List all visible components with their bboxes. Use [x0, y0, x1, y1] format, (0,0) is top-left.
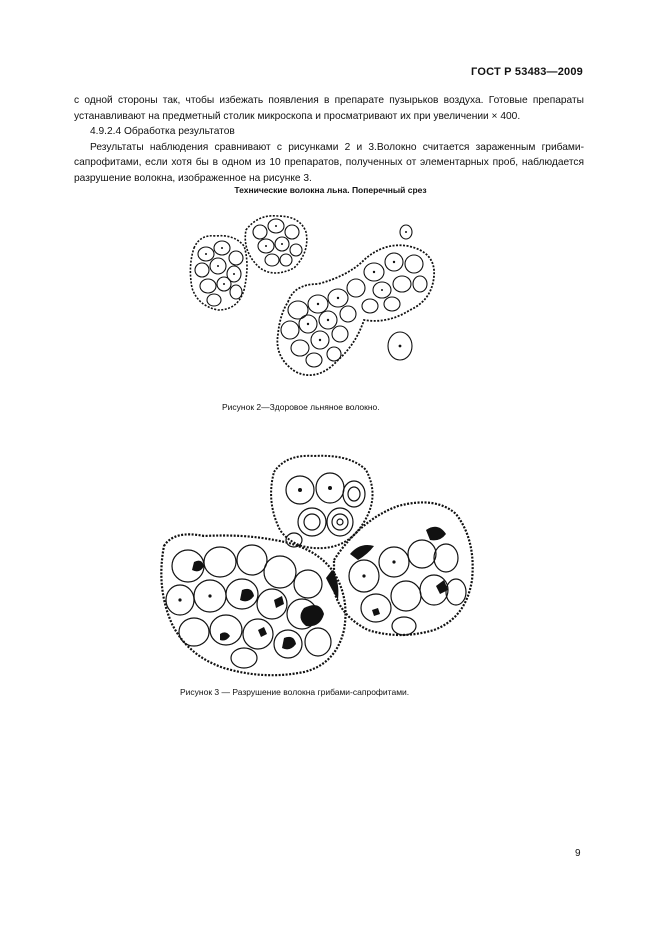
- figure-2-caption: Рисунок 2—Здоровое льняное волокно.: [222, 402, 380, 412]
- figure-2-illustration: [178, 206, 443, 386]
- body-text: [74, 93, 584, 186]
- figure-3-caption: Рисунок 3 — Разрушение волокна грибами-сапрофитами.: [180, 687, 410, 697]
- figure-3-illustration: [154, 450, 484, 682]
- healthy-fiber-drawing: [178, 206, 443, 386]
- document-code-header: ГОСТ Р 53483—2009: [471, 66, 583, 78]
- damaged-fiber-drawing: [154, 450, 484, 682]
- section-heading-results: 4.9.2.4 Обработка результатов: [90, 126, 235, 137]
- paragraph-preparation: с одной стороны так, чтобы избежать появления в препарате пузырьков воздуха. Готовые препараты устанавливают на предметный столик микроскопа и просматривают их при увеличении × 400.: [74, 95, 584, 122]
- paragraph-results: Результаты наблюдения сравнивают с рисунками 2 и 3.Волокно считается зараженным грибами-сапрофитами, если хотя бы в одном из 10 препаратов, полученных от элементарных проб, наблюдается разрушение волокна, изображенное на рисунке 3.: [74, 141, 584, 184]
- figure-2-title: Технические волокна льна. Поперечный срез: [234, 185, 427, 195]
- page-number: 9: [575, 848, 581, 859]
